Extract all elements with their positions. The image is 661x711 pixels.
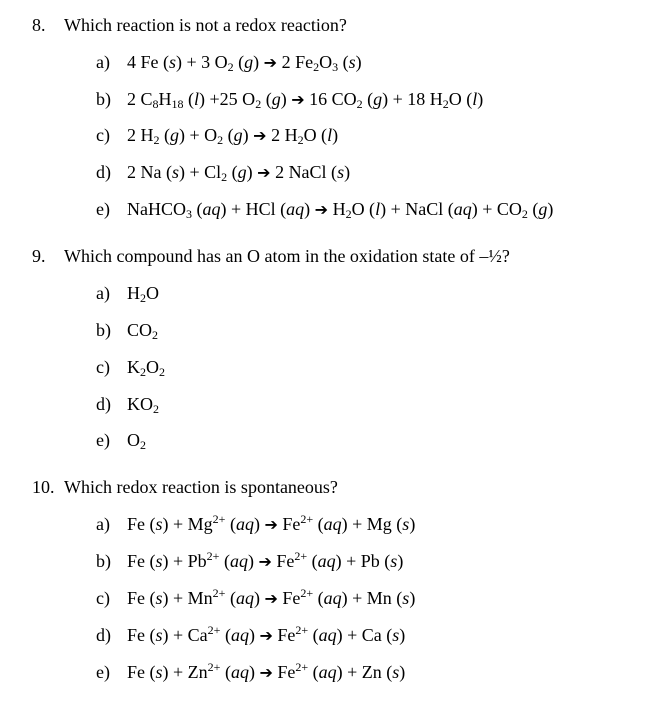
option-letter: a) — [96, 514, 110, 534]
option-letter: e) — [96, 430, 110, 450]
option-text: $H_2O$ — [127, 283, 159, 305]
question-8 — [32, 14, 347, 36]
option-9c — [96, 356, 165, 378]
question-9 — [32, 245, 510, 267]
option-9d — [96, 393, 159, 415]
question-number: 9. — [32, 246, 46, 266]
option-text: Fe $(s) + Pb^{2+}$ (aq) ➔ $Fe^{2+}$ (aq) + Pb (s) — [127, 549, 404, 571]
option-letter: c) — [96, 357, 110, 377]
option-letter: b) — [96, 551, 111, 571]
option-letter: b) — [96, 320, 111, 340]
option-text: Fe $(s) + Ca^{2+}$ (aq) ➔ $Fe^{2+}$ (aq) + Ca (s) — [127, 623, 406, 645]
option-text: 2 $H_2$ $(g) + O_2$ (g) ➔ 2 $H_2O$ (l) — [127, 125, 339, 147]
option-10e — [96, 661, 405, 684]
option-text: 2 $C_8H_{18}$ (l) +25 $O_2$ (g) ➔ 16 $CO_2$ (g) + 18 $H_2O$ (l) — [127, 89, 484, 111]
option-8e — [96, 198, 553, 221]
question-text: Which reaction is not a redox reaction? — [64, 15, 347, 35]
option-letter: b) — [96, 89, 111, 109]
option-10b — [96, 550, 403, 573]
option-text: $KO_2$ — [127, 394, 159, 416]
option-8d — [96, 161, 350, 184]
question-text: Which redox reaction is spontaneous? — [64, 477, 338, 497]
option-letter: e) — [96, 662, 110, 682]
option-letter: a) — [96, 283, 110, 303]
question-10 — [32, 476, 338, 498]
question-number: 8. — [32, 15, 46, 35]
option-letter: e) — [96, 199, 110, 219]
option-text: Fe $(s) + Zn^{2+}$ (aq) ➔ $Fe^{2+}$ (aq) + Zn (s) — [127, 660, 406, 682]
option-10a — [96, 513, 415, 536]
option-8c — [96, 124, 338, 147]
option-8b — [96, 88, 483, 111]
option-letter: a) — [96, 52, 110, 72]
option-letter: d) — [96, 162, 111, 182]
question-number: 10. — [32, 477, 55, 497]
option-letter: c) — [96, 125, 110, 145]
option-text: 4 Fe (s) + 3 $O_2$ (g) ➔ 2 $Fe_2O_3$ (s) — [127, 52, 362, 74]
option-9b — [96, 319, 158, 341]
option-text: Fe $(s) + Mn^{2+}$ (aq) ➔ $Fe^{2+}$ (aq) + Mn (s) — [127, 586, 416, 608]
option-letter: d) — [96, 394, 111, 414]
option-text: $CO_2$ — [127, 320, 159, 342]
option-text: $K_2O_2$ — [127, 357, 165, 379]
option-letter: d) — [96, 625, 111, 645]
option-letter: c) — [96, 588, 110, 608]
option-text: 2 Na $(s) + Cl_2$ (g) ➔ 2 NaCl (s) — [127, 162, 351, 184]
option-text: NaHCO$_3$ (aq) + HCl (aq) ➔ $H_2O$ (l) + NaCl $(aq) + CO_2$ (g) — [127, 199, 554, 221]
option-10c — [96, 587, 415, 610]
option-9a — [96, 282, 159, 304]
option-8a — [96, 51, 362, 74]
option-text: $O_2$ — [127, 430, 146, 452]
option-text: Fe $(s) + Mg^{2+}$ (aq) ➔ $Fe^{2+}$ (aq) + Mg (s) — [127, 512, 416, 534]
option-9e — [96, 429, 146, 451]
option-10d — [96, 624, 405, 647]
question-text: Which compound has an O atom in the oxidation state of –½? — [64, 246, 510, 266]
